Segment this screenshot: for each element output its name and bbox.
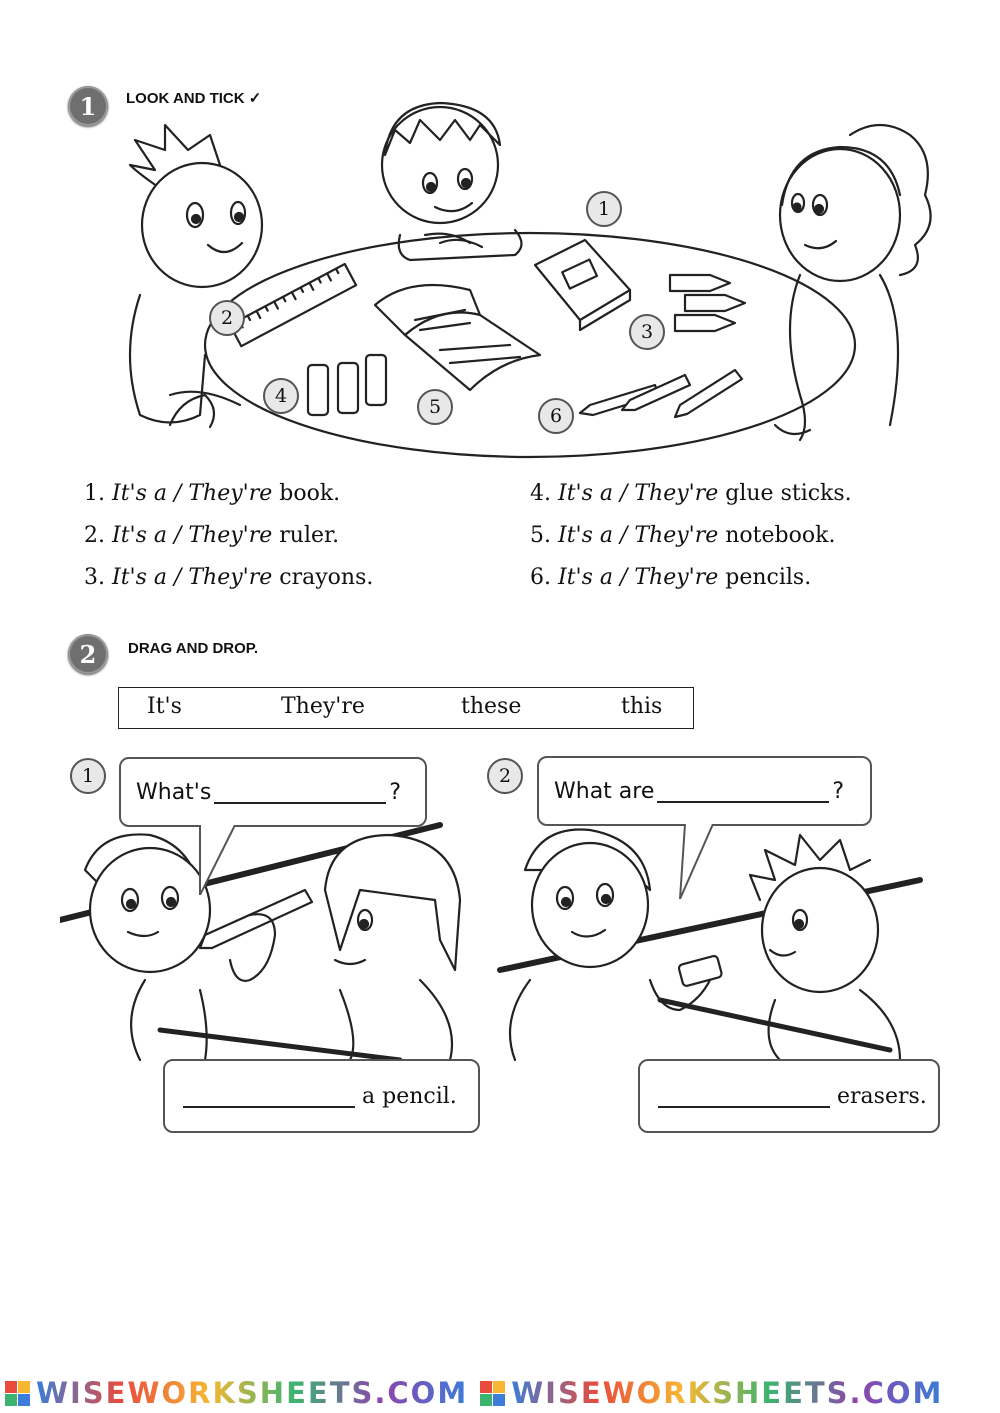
scene-1-answer-drop-zone[interactable] (183, 1084, 355, 1108)
scene-1-answer-bubble (163, 1059, 480, 1133)
sentence-options[interactable]: It's a / They're (558, 523, 719, 548)
glue-sticks-illustration (308, 355, 386, 415)
sentence-options[interactable]: It's a / They're (112, 523, 273, 548)
sentence-3[interactable] (84, 565, 373, 590)
scene-1-question-drop-zone[interactable] (214, 780, 386, 804)
scene-1-number: 1 (70, 758, 106, 794)
picture-number-5: 5 (417, 389, 453, 425)
scene-2-answer-drop-zone[interactable] (658, 1084, 830, 1108)
sentence-noun: crayons. (279, 565, 374, 590)
sentence-options[interactable]: It's a / They're (558, 565, 719, 590)
picture-number-1: 1 (586, 191, 622, 227)
scene-1-girl-illustration (325, 835, 460, 1060)
scene-2-question-drop-zone[interactable] (657, 779, 829, 803)
sentence-noun: notebook. (725, 523, 836, 548)
picture-number-4: 4 (263, 378, 299, 414)
sentence-number: 3. (84, 565, 105, 590)
logo-icon (480, 1381, 505, 1406)
scene-1-question-bubble (119, 757, 427, 827)
sentence-options[interactable]: It's a / They're (112, 565, 273, 590)
sentence-number: 1. (84, 481, 105, 506)
scene-2-question-end: ? (832, 778, 845, 804)
section-2-heading: DRAG AND DROP. (128, 640, 259, 657)
picture-number-3: 3 (629, 314, 665, 350)
section-1-heading: LOOK AND TICK ✓ (126, 90, 262, 107)
sentence-number: 6. (530, 565, 551, 590)
sentence-6[interactable] (530, 565, 811, 590)
picture-number-6: 6 (538, 398, 574, 434)
footer-branding (5, 1375, 995, 1411)
word-bank (118, 687, 694, 729)
footer-brand-2[interactable]: WISEWORKSHEETS.COM (511, 1376, 944, 1410)
word-tile-these[interactable]: these (461, 694, 522, 719)
sentence-2[interactable] (84, 523, 339, 548)
scene-2-question-bubble (537, 756, 872, 826)
sentence-options[interactable]: It's a / They're (112, 481, 273, 506)
sentence-4[interactable] (530, 481, 852, 506)
scene-2-answer-end: erasers. (837, 1083, 927, 1109)
sentence-noun: pencils. (725, 565, 812, 590)
sentence-number: 2. (84, 523, 105, 548)
sentence-number: 4. (530, 481, 551, 506)
scene-2-question-start: What are (554, 778, 655, 804)
scene-1-bubble-tail (195, 825, 245, 895)
sentence-5[interactable] (530, 523, 835, 548)
sentence-number: 5. (530, 523, 551, 548)
word-tile-its[interactable]: It's (147, 694, 182, 719)
sentence-options[interactable]: It's a / They're (558, 481, 719, 506)
section-1-badge: 1 (68, 86, 108, 126)
scene-2-bubble-tail (675, 824, 725, 899)
scene-2-number: 2 (487, 758, 523, 794)
scene-1-answer-end: a pencil. (362, 1083, 457, 1109)
sentence-1[interactable] (84, 481, 340, 506)
scene-1-question-start: What's (136, 779, 212, 805)
sentence-noun: book. (279, 481, 341, 506)
picture-number-2: 2 (209, 300, 245, 336)
section-2-badge: 2 (68, 634, 108, 674)
word-tile-this[interactable]: this (621, 694, 663, 719)
sentence-noun: ruler. (279, 523, 340, 548)
scene-2-answer-bubble (638, 1059, 940, 1133)
scenes-illustration (60, 820, 940, 1070)
logo-icon (5, 1381, 30, 1406)
scene-1-question-end: ? (389, 779, 402, 805)
footer-brand-1[interactable]: WISEWORKSHEETS.COM (36, 1376, 469, 1410)
table-illustration (110, 95, 940, 465)
sentence-noun: glue sticks. (725, 481, 852, 506)
word-tile-theyre[interactable]: They're (281, 694, 365, 719)
